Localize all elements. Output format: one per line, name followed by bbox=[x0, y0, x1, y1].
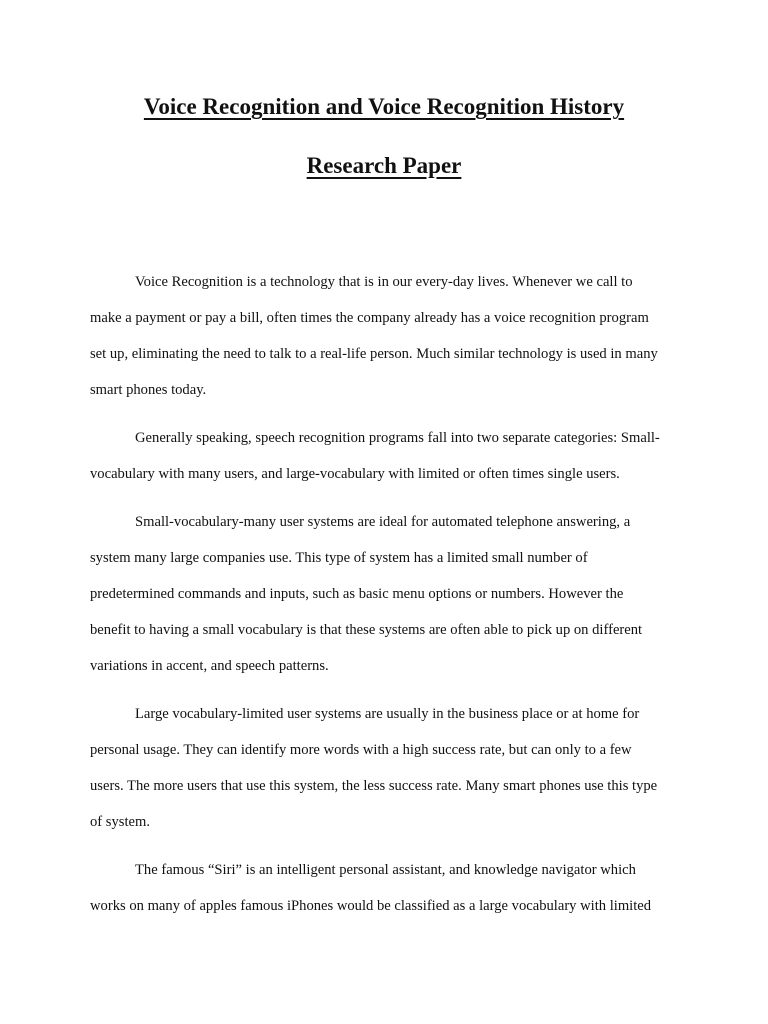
paragraph-line: Large vocabulary-limited user systems are usually in the business place or at home for bbox=[135, 706, 640, 722]
paragraph-line: of system. bbox=[90, 814, 150, 830]
paragraph-line: variations in accent, and speech patterns. bbox=[90, 658, 329, 674]
document-title: Voice Recognition and Voice Recognition History bbox=[143, 94, 625, 119]
paragraph-line: benefit to having a small vocabulary is that these systems are often able to pick up on different bbox=[90, 622, 643, 638]
paragraph-line: system many large companies use. This type of system has a limited small number of bbox=[90, 550, 588, 566]
paragraph-line: smart phones today. bbox=[90, 382, 207, 398]
paragraph-line: set up, eliminating the need to talk to a real-life person. Much similar technology is used in many bbox=[90, 346, 658, 362]
paragraph-line: personal usage. They can identify more words with a high success rate, but can only to a few bbox=[90, 742, 632, 758]
paragraph-line: Generally speaking, speech recognition programs fall into two separate categories: Small- bbox=[135, 430, 660, 446]
paragraph-line: Small-vocabulary-many user systems are ideal for automated telephone answering, a bbox=[135, 514, 631, 530]
paragraph-line: works on many of apples famous iPhones would be classified as a large vocabulary with limited bbox=[90, 898, 652, 914]
paragraph-line: vocabulary with many users, and large-vocabulary with limited or often times single users. bbox=[90, 466, 620, 482]
paragraph-line: predetermined commands and inputs, such as basic menu options or numbers. However the bbox=[90, 586, 624, 602]
paragraph-line: users. The more users that use this system, the less success rate. Many smart phones use this type bbox=[90, 778, 658, 794]
document-subtitle: Research Paper bbox=[306, 153, 462, 178]
paragraph-line: make a payment or pay a bill, often times the company already has a voice recognition program bbox=[90, 310, 649, 326]
paragraph-line: Voice Recognition is a technology that is in our every-day lives. Whenever we call to bbox=[135, 274, 633, 290]
paragraph-line: The famous “Siri” is an intelligent personal assistant, and knowledge navigator which bbox=[135, 862, 636, 878]
